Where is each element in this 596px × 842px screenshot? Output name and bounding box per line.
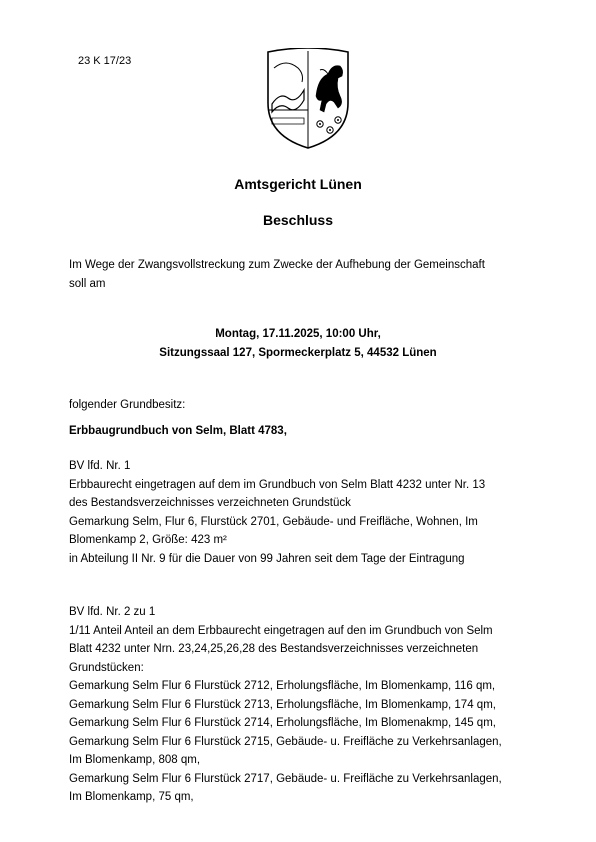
hearing-location: Sitzungssaal 127, Spormeckerplatz 5, 44532 Lünen — [159, 347, 437, 359]
inventory-line: Im Blomenkamp, 75 qm, — [69, 791, 194, 803]
inventory-item-1 — [69, 457, 539, 568]
property-label: folgender Grundbesitz: — [69, 399, 186, 411]
hearing-details — [0, 325, 596, 363]
document-type: Beschluss — [262, 212, 334, 228]
inventory-line: Gemarkung Selm Flur 6 Flurstück 2715, Gebäude- u. Freifläche zu Verkehrsanlagen, — [69, 735, 502, 748]
inventory-line: BV lfd. Nr. 1 — [69, 460, 131, 472]
land-register-title: Erbbaugrundbuch von Selm, Blatt 4783, — [69, 425, 287, 437]
hearing-date-time: Montag, 17.11.2025, 10:00 Uhr, — [215, 328, 381, 340]
inventory-line: Im Blomenkamp, 808 qm, — [69, 754, 201, 766]
case-number: 23 K 17/23 — [78, 55, 132, 67]
court-name: Amtsgericht Lünen — [234, 176, 362, 192]
inventory-line: BV lfd. Nr. 2 zu 1 — [69, 606, 156, 618]
nrw-coat-of-arms-icon — [258, 48, 358, 152]
inventory-line: Gemarkung Selm Flur 6 Flurstück 2714, Erholungsfläche, Im Blomenakmp, 145 qm, — [69, 717, 496, 729]
inventory-line: Gemarkung Selm Flur 6 Flurstück 2712, Erholungsfläche, Im Blomenkamp, 116 qm, — [69, 680, 496, 692]
intro-line: soll am — [69, 277, 106, 290]
inventory-line: Blomenkamp 2, Größe: 423 m² — [69, 534, 227, 546]
inventory-line: Grundstücken: — [69, 661, 144, 674]
inventory-line: Gemarkung Selm, Flur 6, Flurstück 2701, Gebäude- und Freifläche, Wohnen, Im — [69, 515, 478, 528]
intro-line: Im Wege der Zwangsvollstreckung zum Zwecke der Aufhebung der Gemeinschaft — [69, 259, 485, 271]
inventory-line: des Bestandsverzeichnisses verzeichneten Grundstück — [69, 497, 351, 509]
inventory-line: 1/11 Anteil Anteil an dem Erbbaurecht eingetragen auf den im Grundbuch von Selm — [69, 624, 493, 637]
inventory-line: Erbbaurecht eingetragen auf dem im Grundbuch von Selm Blatt 4232 unter Nr. 13 — [69, 478, 486, 491]
inventory-line: Gemarkung Selm Flur 6 Flurstück 2713, Erholungsfläche, Im Blomenkamp, 174 qm, — [69, 698, 496, 711]
inventory-line: Blatt 4232 unter Nrn. 23,24,25,26,28 des Bestandsverzeichnisses verzeichneten — [69, 643, 479, 655]
inventory-item-2 — [69, 603, 539, 807]
inventory-line: Gemarkung Selm Flur 6 Flurstück 2717, Gebäude- u. Freifläche zu Verkehrsanlagen, — [69, 772, 502, 785]
intro-paragraph — [69, 256, 539, 293]
inventory-line: in Abteilung II Nr. 9 für die Dauer von 99 Jahren seit dem Tage der Eintragung — [69, 552, 465, 565]
